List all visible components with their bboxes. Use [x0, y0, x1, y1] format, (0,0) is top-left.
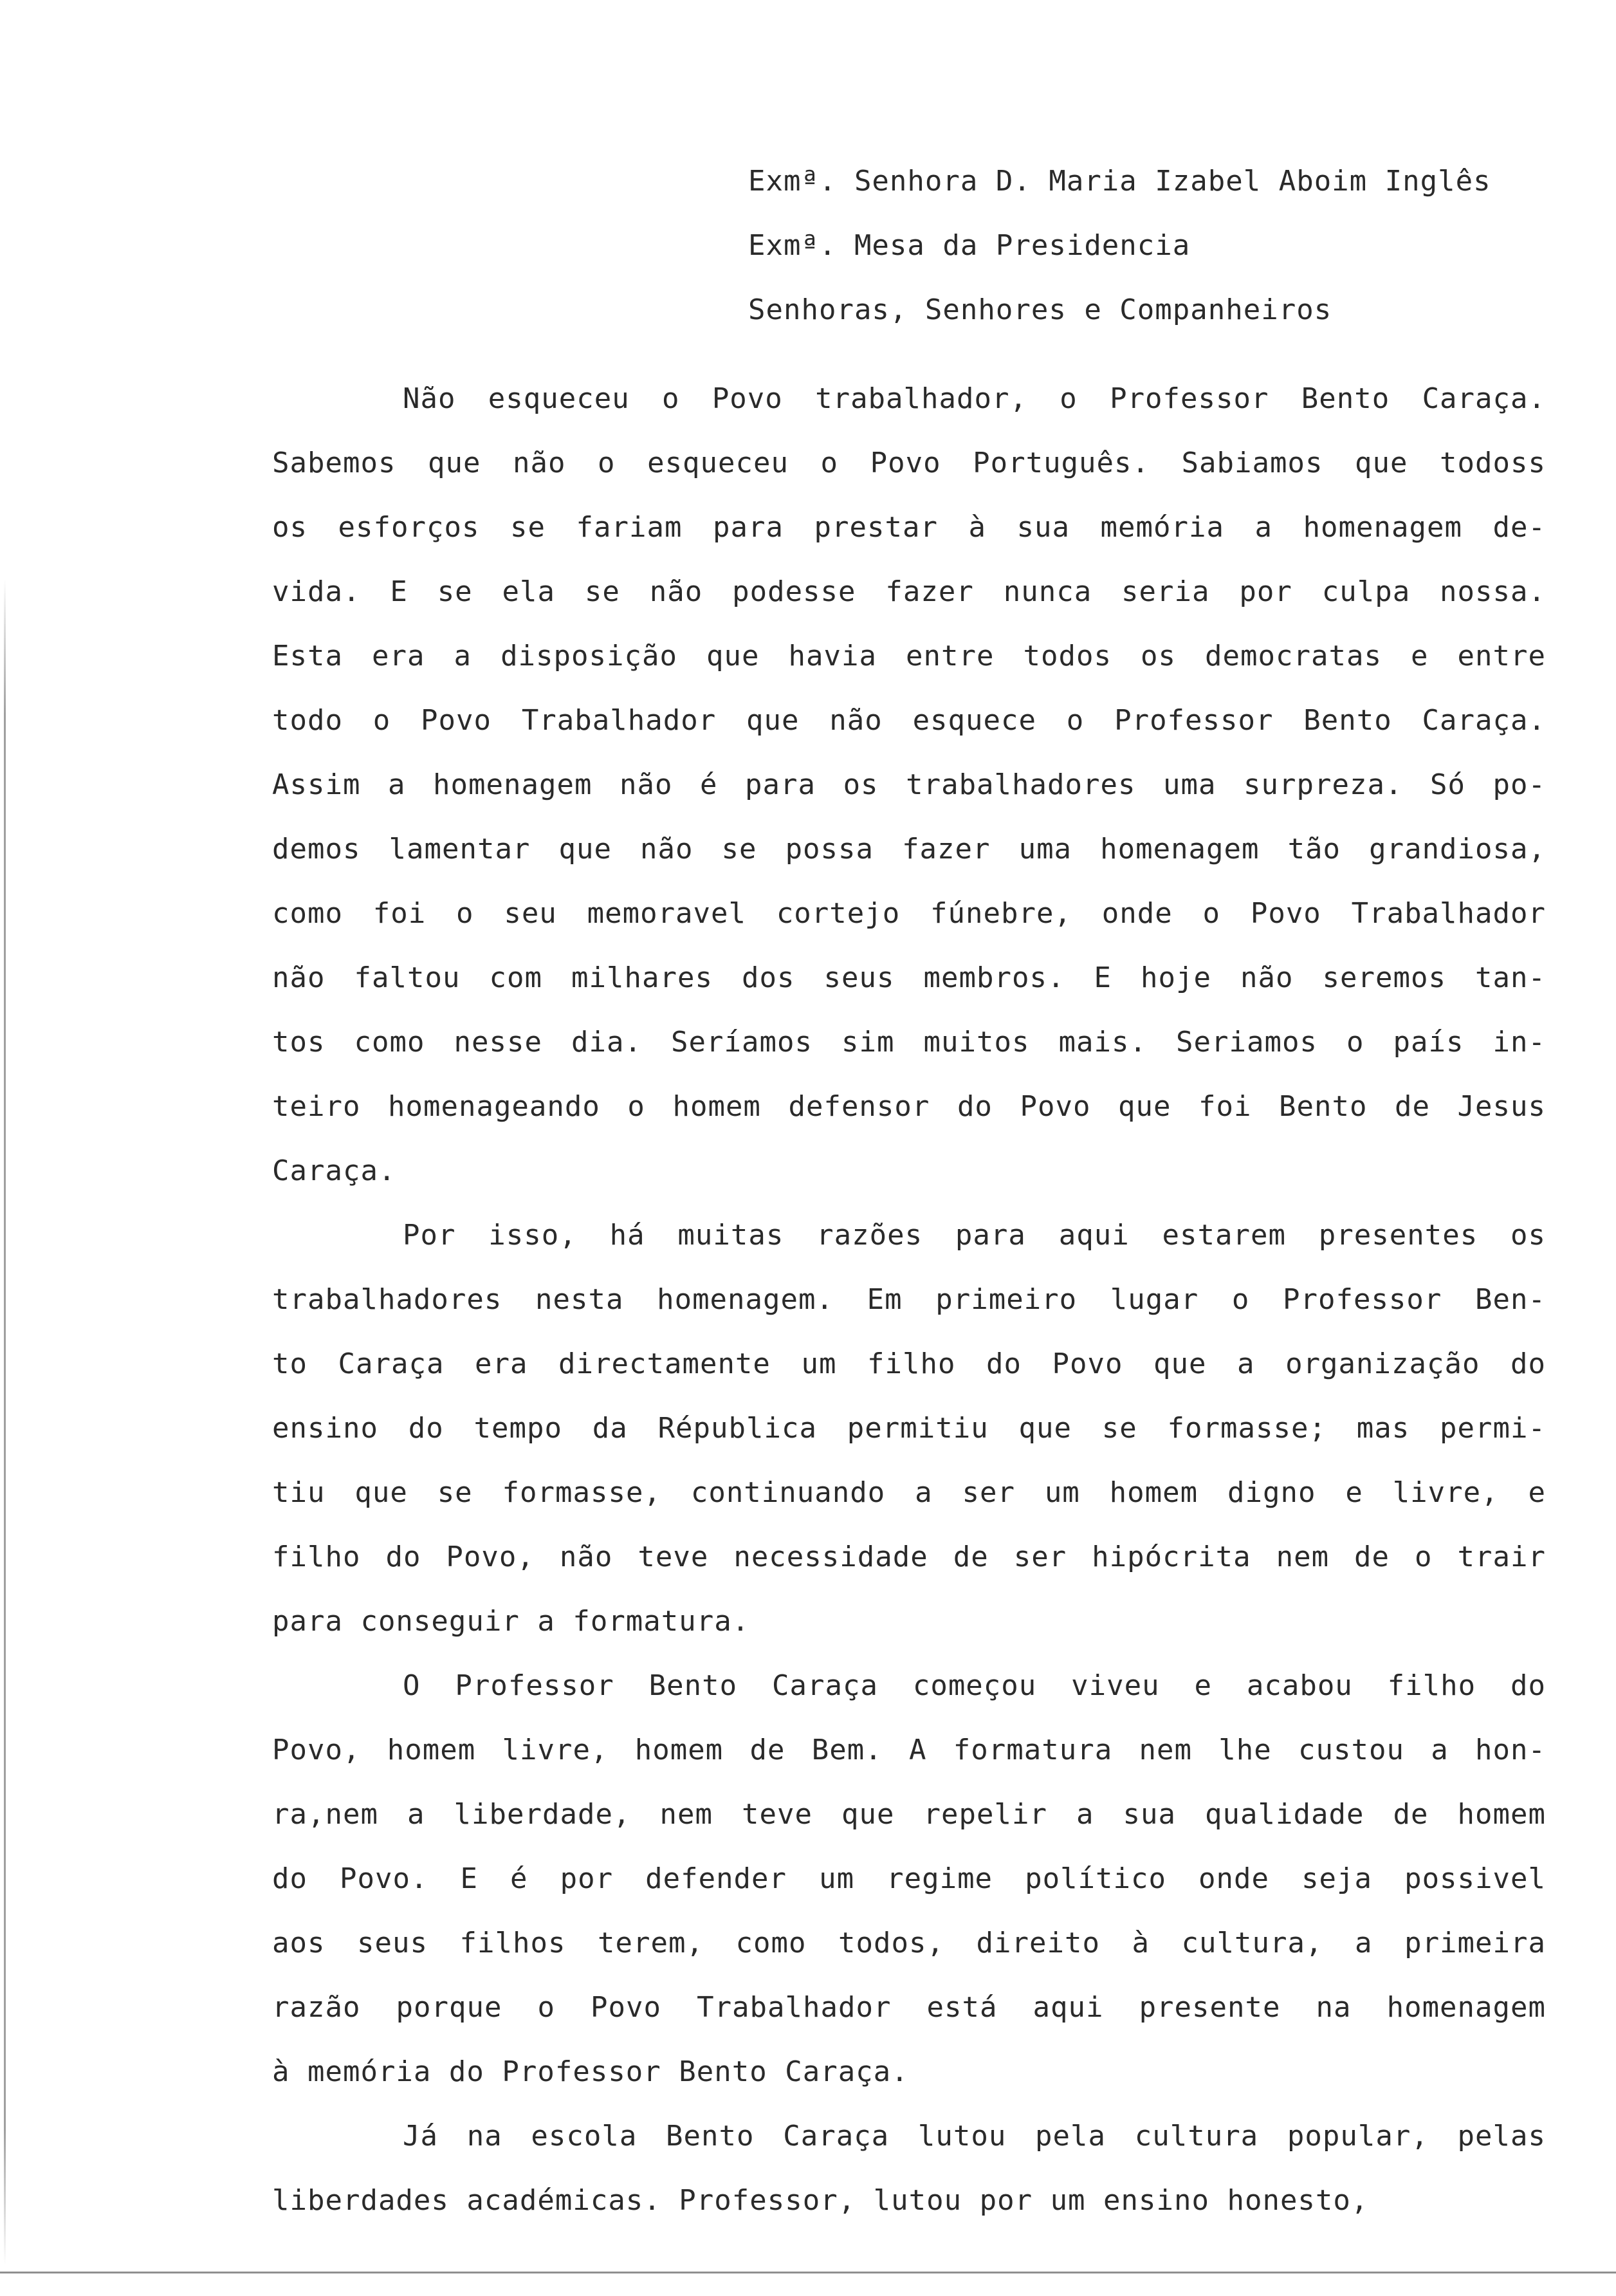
text-line: Por isso, há muitas razões para aqui estarem presentes os — [403, 1219, 1546, 1252]
text-line: Sabemos que não o esqueceu o Povo Português. Sabiamos que todoss — [272, 447, 1546, 479]
paragraph — [272, 367, 1546, 1203]
page-bottom-edge — [0, 2272, 1616, 2273]
text-line: Esta era a disposição que havia entre todos os democratas e entre — [272, 640, 1546, 672]
paragraph — [272, 2104, 1546, 2233]
text-line: O Professor Bento Caraça começou viveu e acabou filho do — [403, 1669, 1546, 1702]
text-line: ensino do tempo da Républica permitiu que se formasse; mas permi- — [272, 1412, 1546, 1445]
text-line: vida. E se ela se não podesse fazer nunca seria por culpa nossa. — [272, 575, 1546, 608]
text-line: como foi o seu memoravel cortejo fúnebre, onde o Povo Trabalhador — [272, 897, 1546, 930]
text-line: tos como nesse dia. Seríamos sim muitos mais. Seriamos o país in- — [272, 1026, 1546, 1059]
paragraph — [272, 1203, 1546, 1654]
text-line: demos lamentar que não se possa fazer uma homenagem tão grandiosa, — [272, 833, 1546, 866]
text-line: liberdades académicas. Professor, lutou por um ensino honesto, — [272, 2184, 1369, 2217]
text-line: aos seus filhos terem, como todos, direito à cultura, a primeira — [272, 1927, 1546, 1959]
text-line: Povo, homem livre, homem de Bem. A formatura nem lhe custou a hon- — [272, 1734, 1546, 1766]
text-line: tiu que se formasse, continuando a ser um homem digno e livre, e — [272, 1476, 1546, 1509]
text-line: para conseguir a formatura. — [272, 1605, 750, 1638]
letter-body — [272, 367, 1546, 2233]
text-line: teiro homenageando o homem defensor do Povo que foi Bento de Jesus — [272, 1090, 1546, 1123]
text-line: os esforços se fariam para prestar à sua memória a homenagem de- — [272, 511, 1546, 544]
text-line: filho do Povo, não teve necessidade de ser hipócrita nem de o trair — [272, 1541, 1546, 1573]
text-line: razão porque o Povo Trabalhador está aqui presente na homenagem — [272, 1991, 1546, 2024]
text-line: Assim a homenagem não é para os trabalhadores uma surpreza. Só po- — [272, 768, 1546, 801]
text-line: Já na escola Bento Caraça lutou pela cultura popular, pelas — [403, 2120, 1546, 2152]
salutation-line: Exmª. Senhora D. Maria Izabel Aboim Inglês — [748, 165, 1491, 198]
salutation-line: Senhoras, Senhores e Companheiros — [748, 293, 1332, 326]
paragraph — [272, 1654, 1546, 2104]
page-left-edge — [4, 579, 6, 2265]
text-line: to Caraça era directamente um filho do Povo que a organização do — [272, 1347, 1546, 1380]
text-line: Não esqueceu o Povo trabalhador, o Professor Bento Caraça. — [403, 382, 1546, 415]
salutation-line: Exmª. Mesa da Presidencia — [748, 229, 1191, 262]
text-line: à memória do Professor Bento Caraça. — [272, 2055, 909, 2088]
text-line: ra,nem a liberdade, nem teve que repelir a sua qualidade de homem — [272, 1798, 1546, 1831]
text-line: todo o Povo Trabalhador que não esquece o Professor Bento Caraça. — [272, 704, 1546, 737]
text-line: do Povo. E é por defender um regime político onde seja possivel — [272, 1862, 1546, 1895]
text-line: trabalhadores nesta homenagem. Em primeiro lugar o Professor Ben- — [272, 1283, 1546, 1316]
text-line: Caraça. — [272, 1154, 396, 1187]
text-line: não faltou com milhares dos seus membros. E hoje não seremos tan- — [272, 961, 1546, 994]
salutation-block — [748, 149, 1597, 342]
